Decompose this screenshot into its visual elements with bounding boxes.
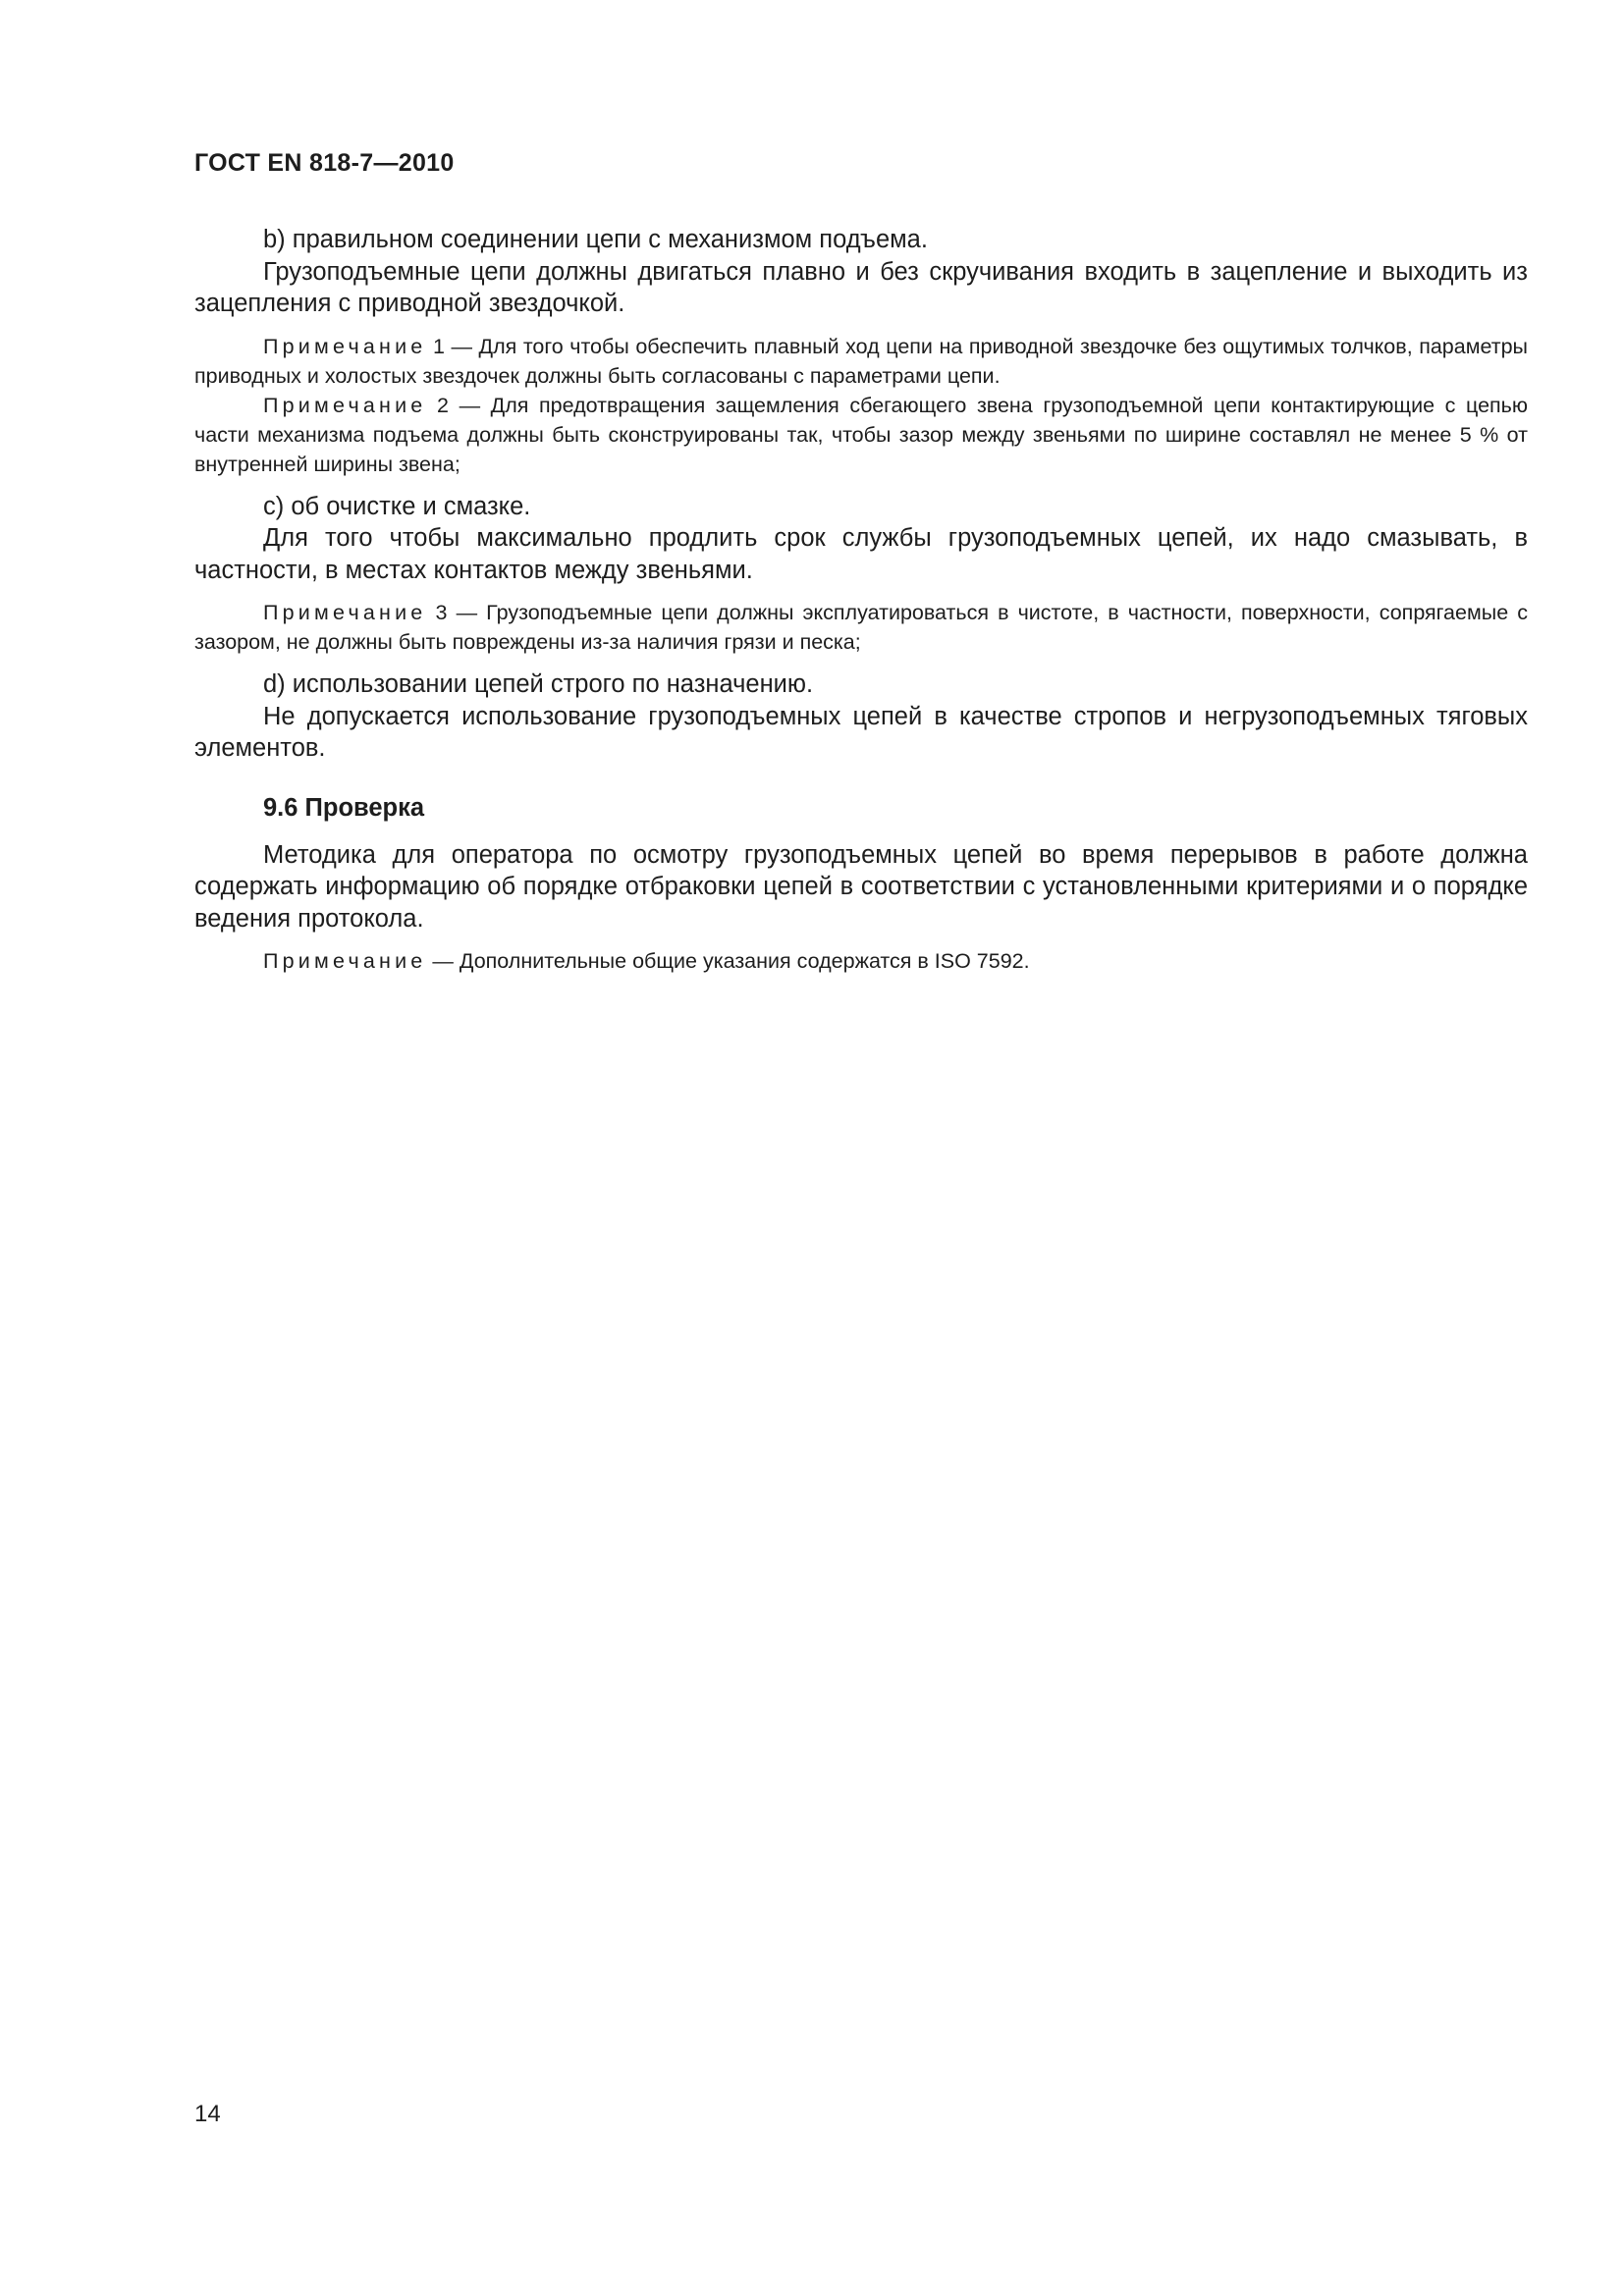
note-4 (194, 946, 1528, 976)
document-code-header: ГОСТ EN 818-7—2010 (194, 149, 455, 177)
page-number: 14 (194, 2101, 221, 2127)
page-body (194, 224, 1528, 976)
list-item-c: c) об очистке и смазке. (263, 492, 531, 520)
paragraph-chain-movement: Грузоподъемные цепи должны двигаться плавно и без скручивания входить в зацепление и выходить из зацепления с приводной звездочкой. (194, 257, 1528, 317)
note-2-text: 2 — Для предотвращения защемления сбегающего звена грузоподъемной цепи контактирующие с цепью части механизма подъема должны быть сконструированы так, чтобы зазор между звеньями по ширине составлял не менее 5 % от внутренней ширины звена; (194, 393, 1528, 476)
list-item-b: b) правильном соединении цепи с механизмом подъема. (263, 226, 928, 253)
note-3-text: 3 — Грузоподъемные цепи должны эксплуатироваться в чистоте, в частности, поверхности, сопрягаемые с зазором, не должны быть повреждены из-за наличия грязи и песка; (194, 601, 1528, 654)
paragraph-intended-use: Не допускается использование грузоподъемных цепей в качестве стропов и негрузоподъемных тяговых элементов. (194, 702, 1528, 762)
note-4-text: — Дополнительные общие указания содержатся в ISO 7592. (426, 949, 1030, 973)
note-2-label: Примечание (263, 393, 427, 417)
paragraph-lubrication: Для того чтобы максимально продлить срок службы грузоподъемных цепей, их надо смазывать, в частности, в местах контактов между звеньями. (194, 524, 1528, 584)
section-title-9-6: 9.6 Проверка (263, 793, 425, 822)
note-3 (194, 598, 1528, 657)
note-3-label: Примечание (263, 601, 427, 624)
list-item-d: d) использовании цепей строго по назначению. (263, 670, 814, 698)
note-2 (194, 391, 1528, 479)
note-1-label: Примечание (263, 334, 427, 358)
note-1 (194, 332, 1528, 391)
paragraph-inspection: Методика для оператора по осмотру грузоподъемных цепей во время перерывов в работе должна содержать информацию об порядке отбраковки цепей в соответствии с установленными критериями и о порядке ведения протокола. (194, 840, 1528, 933)
note-1-text: 1 — Для того чтобы обеспечить плавный ход цепи на приводной звездочке без ощутимых толчков, параметры приводных и холостых звездочек должны быть согласованы с параметрами цепи. (194, 334, 1528, 388)
note-4-label: Примечание (263, 949, 427, 973)
